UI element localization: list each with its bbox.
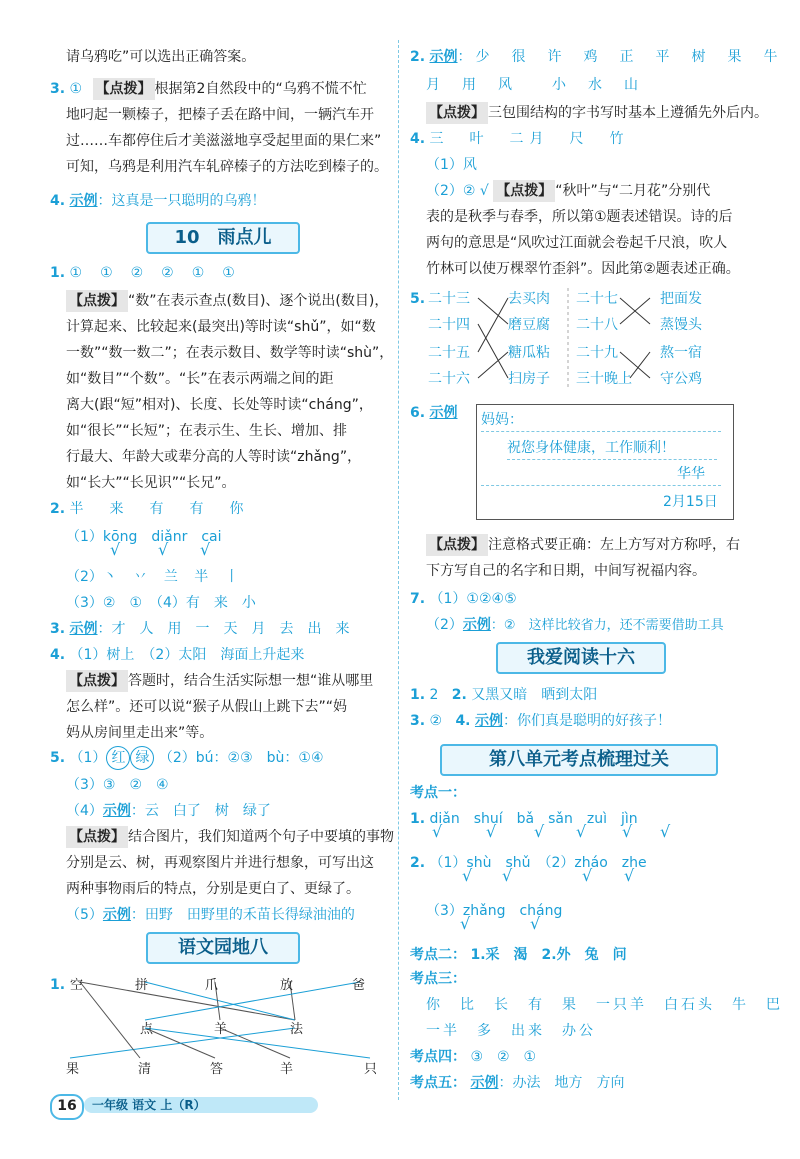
kaodian-3-row1: 你 比 长 有 果 一只羊 白石头 牛 巴 <box>426 997 783 1013</box>
text-line: 请乌鸦吃”可以选出正确答案。 <box>66 49 256 65</box>
festival-left-activity: 扫房子 <box>508 371 550 387</box>
festival-left-day: 二十三 <box>428 291 470 307</box>
card-message: 祝您身体健康，工作顺利！ <box>507 437 717 460</box>
tip-line: 妈从房间里走出来”等。 <box>66 725 214 741</box>
check-mark-icon: √ <box>200 540 211 559</box>
tip-line: 如“很长”“长短”；在表示生、生长、增加、排 <box>66 423 348 439</box>
kaodian-1-q2: 2. （1）shù shǔ （2）zháo zhe <box>410 855 647 871</box>
tip-line: 【点拨】 三包围结构的字书写时基本上遵循先外后内。 <box>426 102 768 124</box>
festival-right-day: 二十八 <box>576 317 618 333</box>
kaodian-3-row2: 一半 多 出来 办公 <box>426 1023 596 1039</box>
match-line <box>80 982 295 1020</box>
match-mid-char: 法 <box>290 1022 304 1037</box>
kaodian-1-label: 考点一： <box>410 785 466 801</box>
match-top-char: 爪 <box>205 978 219 993</box>
kaodian-4: 考点四： ③ ② ① <box>410 1049 537 1065</box>
r-question-6: 6. 示例 <box>410 405 458 421</box>
festival-left-day: 二十五 <box>428 345 470 361</box>
check-mark-icon: √ <box>462 866 473 885</box>
festival-right-activity: 把面发 <box>660 291 702 307</box>
tip-line: 如“长大”“长见识”“长兄”。 <box>66 475 236 491</box>
tip-line: 分别是云、树，再观察图片并进行想象，可写出这 <box>66 855 374 871</box>
r-q4-part2: （2）② √ 【点拨】 “秋叶”与“二月花”分别代 <box>426 180 710 202</box>
tip-line: 表的是秋季与春季，所以第①题表述错误。诗的后 <box>426 209 733 225</box>
match-top-char: 空 <box>70 978 84 993</box>
r-question-2: 2. 示例：少 很 许 鸡 正 平 树 果 牛 <box>410 49 782 65</box>
r-question-7: 7. （1）①②④⑤ <box>410 591 517 607</box>
kaodian-3-label: 考点三： <box>410 971 466 987</box>
tip-line: 离大(跟“短”相对)、长度、长处等时读“cháng”， <box>66 397 373 413</box>
match-bottom-char: 清 <box>138 1062 152 1077</box>
kaodian-1-q1: 1. diǎn shuí bǎ sǎn zuì jìn <box>410 811 638 827</box>
column-divider <box>398 40 399 1100</box>
r-q7-part2: （2）示例：② 这样比较省力，还不需要借助工具 <box>426 617 724 633</box>
s10-q2-part3: （3）② ① （4）有 来 小 <box>66 595 256 611</box>
match-line <box>478 352 508 378</box>
check-mark-icon: √ <box>622 822 633 841</box>
match-bottom-char: 只 <box>364 1062 378 1077</box>
match-top-char: 放 <box>280 978 294 993</box>
check-mark-icon: √ <box>576 822 587 841</box>
check-mark-icon: √ <box>660 822 671 841</box>
check-mark-icon: √ <box>110 540 121 559</box>
check-mark-icon: √ <box>432 822 443 841</box>
match-top-char: 拼 <box>135 978 149 993</box>
s10-question-1: 1. ① ① ② ② ① ① <box>50 265 237 281</box>
page-number: 16 <box>50 1094 84 1120</box>
festival-right-day: 二十七 <box>576 291 618 307</box>
match-question-number: 1. <box>50 977 66 993</box>
match-line <box>630 352 650 378</box>
s10-question-5: 5. （1） 红 绿 （2）bú：②③ bù：①④ <box>50 746 324 770</box>
match-line <box>478 298 508 352</box>
tip-line: 【点拨】 “数”在表示查点(数目)、逐个说出(数目)， <box>66 290 388 312</box>
check-mark-icon: √ <box>502 866 513 885</box>
text-line: 过……车都停住后才美滋滋地享受起里面的果仁来” <box>66 133 382 149</box>
section-title-yuwen: 语文园地八 <box>146 932 300 964</box>
check-mark-icon: √ <box>158 540 169 559</box>
kaodian-2: 考点二： 1.采 渴 2.外 兔 问 <box>410 947 627 963</box>
tip-line: 如“数目”“个数”。“长”在表示两端之间的距 <box>66 371 334 387</box>
match-mid-char: 羊 <box>214 1022 228 1037</box>
check-mark-icon: √ <box>624 866 635 885</box>
card-recipient: 妈妈： <box>481 409 721 432</box>
tip-line: 【点拨】 答题时，结合生活实际想一想“谁从哪里 <box>66 670 373 692</box>
match-bottom-char: 答 <box>210 1062 224 1077</box>
festival-right-activity: 熬一宿 <box>660 345 702 361</box>
festival-left-day: 二十四 <box>428 317 470 333</box>
match-line <box>145 982 295 1020</box>
tip-line: 下方写自己的名字和日期，中间写祝福内容。 <box>426 563 706 579</box>
r-q4-part1: （1）风 <box>426 157 477 173</box>
match-mid-char: 点 <box>140 1022 154 1037</box>
festival-left-day: 二十六 <box>428 371 470 387</box>
festival-right-activity: 守公鸡 <box>660 371 702 387</box>
kaodian-5: 考点五： 示例：办法 地方 方向 <box>410 1075 625 1091</box>
card-sender: 华华 <box>677 466 705 482</box>
footer-label: 一年级 语文 上（R） <box>84 1097 318 1113</box>
r-question-4: 4. 三 叶 二月 尺 竹 <box>410 131 630 147</box>
festival-right-day: 二十九 <box>576 345 618 361</box>
kaodian-1-q2-part3: （3）zhǎng cháng <box>426 903 563 919</box>
tip-line: 计算起来、比较起来(最突出)等时读“shǔ”，如“数 <box>66 319 376 335</box>
s10-question-3: 3. 示例：才 人 用 一 天 月 去 出 来 <box>50 621 350 637</box>
reading-answers-2: 3. ② 4. 示例：你们真是聪明的好孩子！ <box>410 713 671 729</box>
match-line <box>478 324 508 378</box>
tip-line: 一数”“数一数二”；在表示数目、数学等时读“shù”， <box>66 345 394 361</box>
section-title-unit-8: 第八单元考点梳理过关 <box>440 744 718 776</box>
question-4: 4. 示例：这真是一只聪明的乌鸦！ <box>50 193 266 209</box>
festival-right-activity: 蒸馒头 <box>660 317 702 333</box>
greeting-card <box>476 404 734 520</box>
r-question-5-number: 5. <box>410 291 426 307</box>
check-mark-icon: √ <box>530 914 541 933</box>
s10-q2-part1: （1）kōng diǎnr cai <box>66 529 222 545</box>
r-question-2-row2: 月 用 风 小 水 山 <box>426 77 642 93</box>
match-bottom-char: 羊 <box>280 1062 294 1077</box>
match-line <box>80 982 140 1058</box>
s10-q2-part2: （2）丶 丷 兰 半 丨 <box>66 569 245 585</box>
tip-line: 【点拨】 结合图片，我们知道两个句子中要填的事物 <box>66 826 394 848</box>
reading-answers-1: 1. 2 2. 又黑又暗 晒到太阳 <box>410 687 598 703</box>
s10-question-4: 4. （1）树上 （2）太阳 海面上升起来 <box>50 647 305 663</box>
match-bottom-char: 果 <box>66 1062 80 1077</box>
card-date: 2月15日 <box>663 494 718 510</box>
festival-left-activity: 磨豆腐 <box>508 317 550 333</box>
match-top-char: 爸 <box>352 978 366 993</box>
tip-line: 【点拨】 注意格式要正确：左上方写对方称呼，右 <box>426 534 740 556</box>
s10-q5-part5: （5）示例：田野 田野里的禾苗长得绿油油的 <box>66 907 355 923</box>
match-line <box>145 982 360 1020</box>
tip-line: 怎么样”。还可以说“猴子从假山上跳下去”“妈 <box>66 699 348 715</box>
text-line: 可知，乌鸦是利用汽车轧碎榛子的方法吃到榛子的。 <box>66 159 388 175</box>
festival-left-activity: 去买肉 <box>508 291 550 307</box>
tip-line: 行最大、年龄大或辈分高的人等时读“zhǎng”， <box>66 449 362 465</box>
tip-line: 竹林可以使万棵翠竹歪斜”。因此第②题表述正确。 <box>426 261 740 277</box>
check-mark-icon: √ <box>534 822 545 841</box>
check-mark-icon: √ <box>582 866 593 885</box>
text-line: 地叼起一颗榛子，把榛子丢在路中间，一辆汽车开 <box>66 107 374 123</box>
section-title-10: 10 雨点儿 <box>146 222 300 254</box>
check-mark-icon: √ <box>486 822 497 841</box>
s10-question-2: 2. 半 来 有 有 你 <box>50 501 250 517</box>
tip-line: 两种事物雨后的特点，分别是更白了、更绿了。 <box>66 881 360 897</box>
festival-right-day: 三十晚上 <box>576 371 632 387</box>
question-3: 3. ① 【点拨】 根据第2自然段中的“乌鸦不慌不忙 <box>50 78 367 100</box>
tip-line: 两句的意思是“风吹过江面就会卷起千尺浪，吹人 <box>426 235 728 251</box>
section-title-reading-16: 我爱阅读十六 <box>496 642 666 674</box>
check-mark-icon: √ <box>460 914 471 933</box>
festival-left-activity: 糖瓜粘 <box>508 345 550 361</box>
match-line <box>478 298 508 324</box>
s10-q5-part4: （4）示例：云 白了 树 绿了 <box>66 803 271 819</box>
s10-q5-part3: （3）③ ② ④ <box>66 777 169 793</box>
